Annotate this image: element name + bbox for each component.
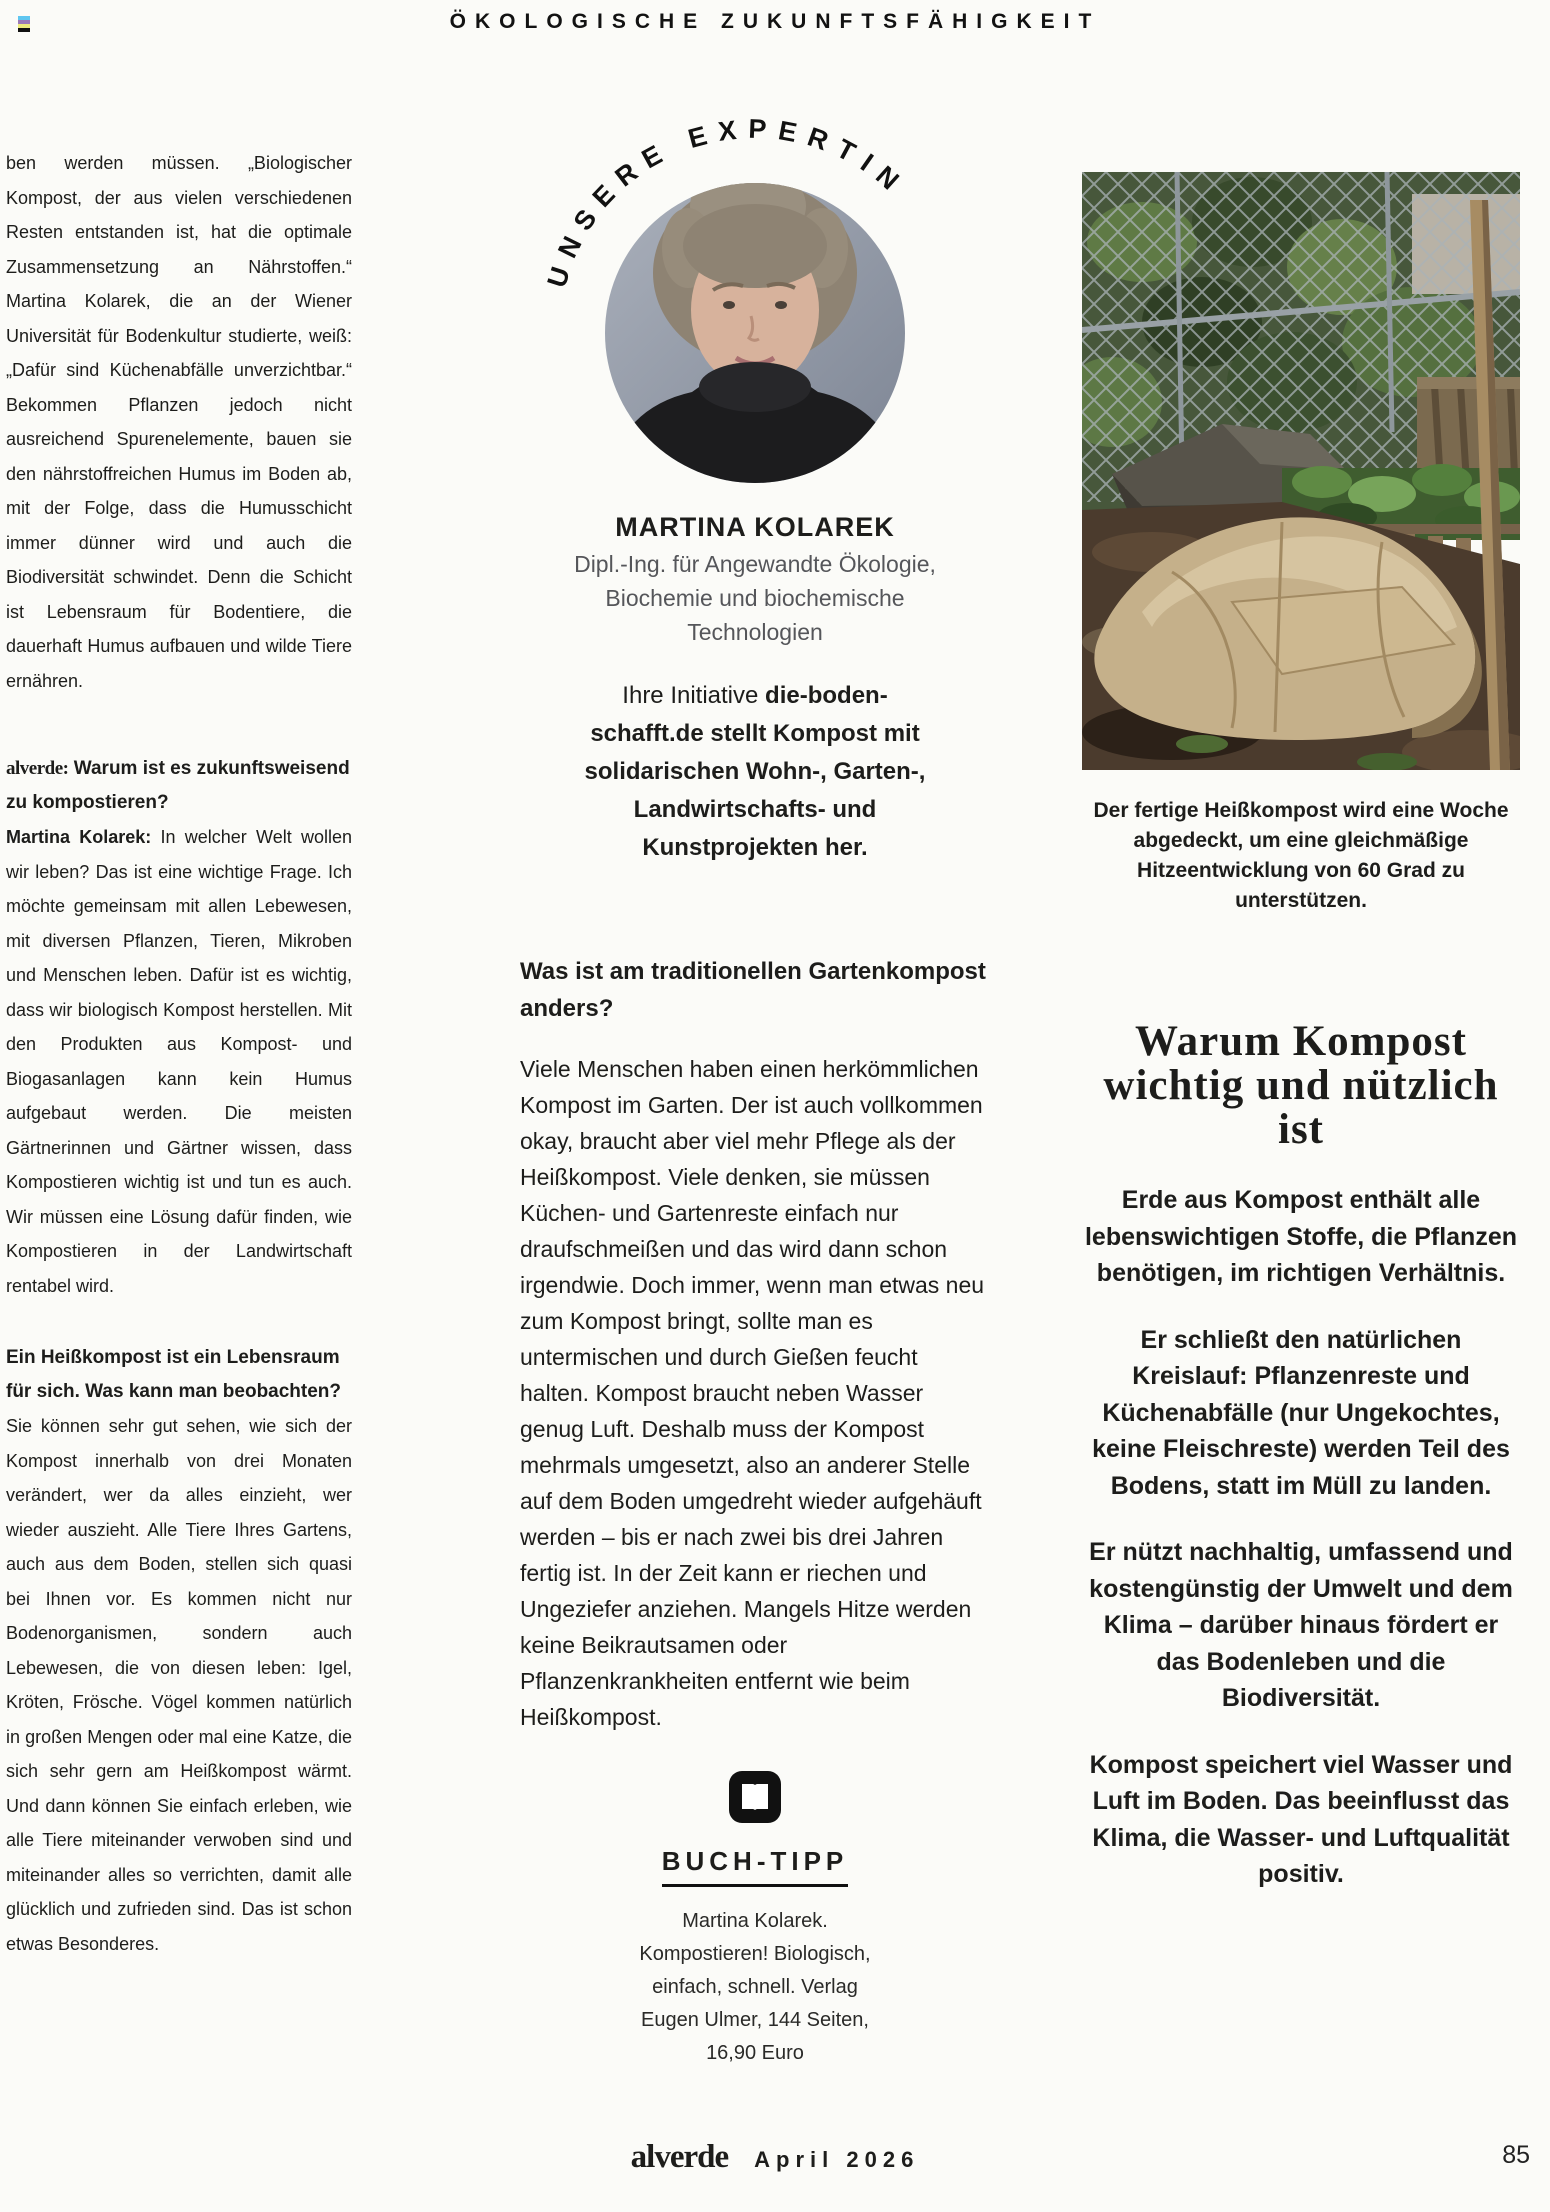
portrait-turtleneck — [699, 362, 811, 412]
book-tip-text: Martina Kolarek. Kompostieren! Biologisch, einfach, schnell. Verlag Eugen Ulmer, 144 Seiten, 16,90 Euro — [639, 1910, 871, 2064]
intro-paragraph: ben werden müssen. „Biologischer Kompost, der aus vielen verschiedenen Resten entstanden ist, hat die optimale Zusammensetzung an Nährstoffen.“ Martina Kolarek, die an der Wiener Universität für Bodenkultur studierte, weiß: „Dafür sind Küchenabfälle unverzichtbar.“ Bekommen Pflanzen jedoch nicht ausreichend Spurenelemente, bauen sie den nährstoffreichen Humus im Boden ab, mit der Folge, dass die Humusschicht immer dünner wird und auch die Biodiversität schwindet. Denn die Schicht ist Lebensraum für Bodentiere, die dauerhaft Humus aufbauen und wilde Tiere ernähren. — [6, 153, 352, 691]
book-icon-left-page — [742, 1784, 755, 1810]
photo-caption: Der fertige Heißkompost wird eine Woche abgedeckt, um eine gleichmäßige Hitzeentwicklung von 60 Grad zu unterstützen. — [1093, 799, 1509, 912]
book-icon — [728, 1769, 782, 1825]
book-tip-label: BUCH-TIPP — [662, 1846, 849, 1887]
expert-portrait-photo — [605, 164, 905, 483]
article-left-column — [6, 146, 352, 1961]
question-2: Ein Heißkompost ist ein Lebensraum für sich. Was kann man beobachten? — [6, 1347, 342, 1402]
initiative-rest: stellt Kompost mit solidarischen Wohn-, Garten-, Landwirtschafts- und Kunstprojekten her. — [584, 720, 926, 861]
portrait-eye-right — [775, 301, 787, 309]
answer-1 — [6, 820, 352, 1303]
pallet-wall-rail — [1417, 377, 1520, 389]
portrait-hairline — [683, 204, 827, 288]
info-box-title: Warum Kompost wichtig und nützlich ist — [1103, 1018, 1499, 1153]
section-kicker: ÖKOLOGISCHE ZUKUNFTSFÄHIGKEIT — [449, 10, 1101, 33]
page-number: 85 — [1502, 2141, 1530, 2169]
magazine-logo: alverde — [630, 2139, 729, 2175]
info-box-paragraph: Erde aus Kompost enthält alle lebenswichtigen Stoffe, die Pflanzen benötigen, im richtigen Verhältnis. — [1084, 1186, 1517, 1287]
expert-name: MARTINA KOLAREK — [615, 512, 895, 542]
plant-blob — [1292, 466, 1352, 498]
question-1-text: Warum ist es zukunftsweisend zu kompostieren? — [6, 758, 350, 813]
expert-title: Dipl.-Ing. für Angewandte Ökologie, Biochemie und biochemische Technologien — [574, 551, 936, 645]
portrait-eye-left — [723, 301, 735, 309]
issue-date: April 2026 — [754, 2147, 920, 2172]
book-tip-box — [520, 1769, 990, 2070]
initiative-prefix: Ihre Initiative — [622, 682, 759, 709]
answer-1-text: In welcher Welt wollen wir leben? Das ist eine wichtige Frage. Ich möchte gemeinsam mit allen Lebewesen, mit diversen Pflanzen, Tieren, Mikroben und Menschen leben. Dafür ist es wichtig, dass wir biologisch Kompost herstellen. Mit den Produkten aus Kompost- und Biogasanlagen kann kein Humus aufgebaut werden. Die meisten Gärtnerinnen und Gärtner wissen, dass Kompostieren wichtig ist und tun es auch. Wir müssen eine Lösung dafür finden, wie Kompostieren in der Landwirtschaft rentabel wird. — [6, 827, 352, 1296]
page-footer — [0, 2139, 1550, 2176]
initiative-website: die-boden-schafft.de — [590, 682, 888, 747]
question-3: Was ist am traditionellen Gartenkompost anders? — [520, 958, 986, 1022]
compost-photo — [1082, 172, 1520, 770]
expert-arc-label: UNSERE EXPERTIN — [541, 113, 913, 291]
answer-1-speaker: Martina Kolarek: — [6, 827, 152, 847]
info-box-paragraph: Er schließt den natürlichen Kreislauf: Pflanzenreste und Küchenabfälle (nur Ungekochtes, keine Fleischreste) werden Teil des Bodens, statt im Müll zu landen. — [1092, 1325, 1510, 1500]
answer-2: Sie können sehr gut sehen, wie sich der Kompost innerhalb von drei Monaten verändert, wer da alles einzieht, wer wieder auszieht. Alle Tiere Ihres Gartens, auch aus dem Boden, stellen sich quasi bei Ihnen vor. Es kommen nicht nur Bodenorganismen, sondern auch Lebewesen, die von diesen leben: Igel, Kröten, Frösche. Vögel kommen natürlich in großen Mengen oder mal eine Katze, die sich sehr gern am Heißkompost wärmt. Und dann können Sie einfach erleben, wie alle Tiere miteinander verwoben sind und miteinander alles so verrichten, damit alle glücklich und zufrieden sind. Das ist schon etwas Besonderes. — [6, 1416, 352, 1954]
info-box-paragraph: Kompost speichert viel Wasser und Luft im Boden. Das beeinflusst das Klima, die Wasser- und Luftqualität positiv. — [1089, 1750, 1513, 1888]
question-1 — [6, 752, 352, 820]
expert-initiative — [570, 677, 940, 867]
expert-portrait-badge — [520, 78, 990, 498]
magazine-name-inline: alverde: — [6, 758, 69, 779]
book-icon-right-page — [755, 1784, 768, 1810]
article-right-column — [1082, 172, 1520, 1893]
article-middle-column — [520, 78, 990, 2070]
weed — [1176, 735, 1228, 753]
answer-3: Viele Menschen haben einen herkömmlichen Kompost im Garten. Der ist auch vollkommen okay, braucht aber viel mehr Pflege als der Heißkompost. Viele denken, sie müssen Küchen- und Gartenreste einfach nur draufschmeißen und das wird dann schon irgendwie. Doch immer, wenn man etwas neu zum Kompost bringt, sollte man es untermischen und durch Gießen feucht halten. Kompost braucht neben Wasser genug Luft. Deshalb muss der Kompost mehrmals umgesetzt, also an anderer Stelle auf dem Boden umgedreht wieder aufgehäuft werden – bis er nach zwei bis drei Jahren fertig ist. In der Zeit kann er riechen und Ungeziefer anziehen. Mangels Hitze werden keine Beikrautsamen oder Pflanzenkrankheiten entfernt wie beim Heißkompost. — [520, 1056, 985, 1730]
info-box-paragraph: Er nützt nachhaltig, umfassend und kostengünstig der Umwelt und dem Klima – darüber hinaus fördert er das Bodenleben und die Biodiversität. — [1089, 1538, 1513, 1712]
plant-blob — [1412, 464, 1472, 496]
